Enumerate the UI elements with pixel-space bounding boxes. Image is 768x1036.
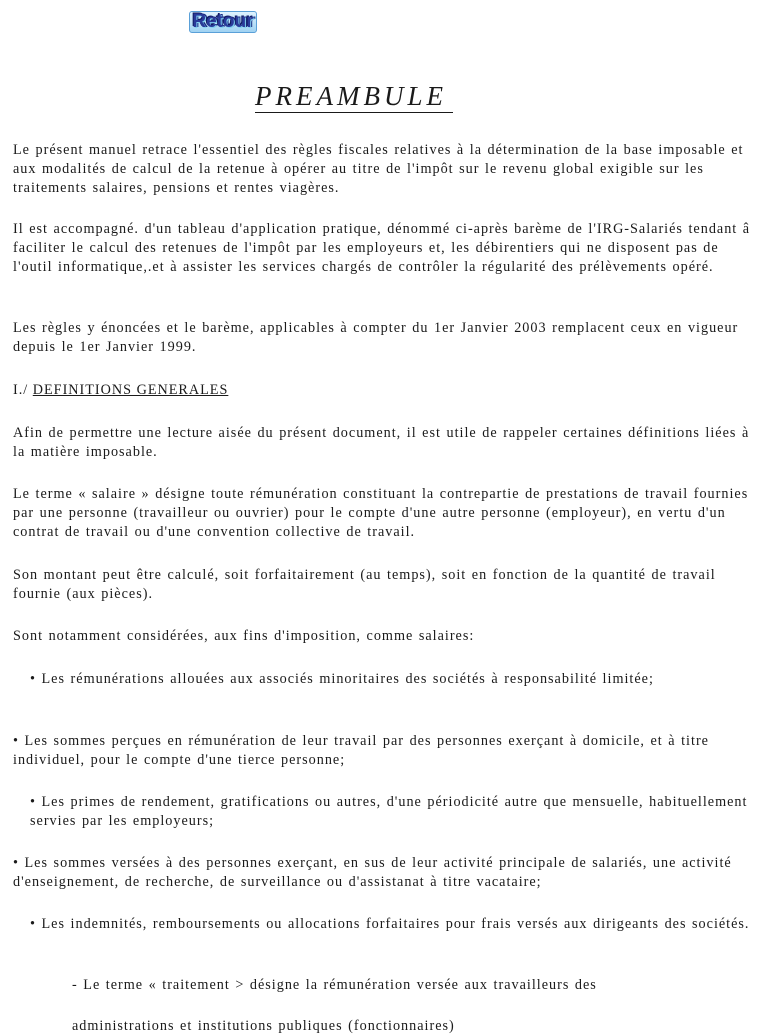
section-number: I./ xyxy=(13,382,33,398)
page-title: PREAMBULE xyxy=(255,80,453,113)
salaire-definition-paragraph: Le terme « salaire » désigne toute rémunération constituant la contrepartie de prestations de travail fournies par une personne (travailleur ou ouvrier) pour le compte d'une autre personne (employeur), en vertu d'un contrat de travail ou d'une convention collective de travail. xyxy=(13,486,749,540)
intro-paragraph-3: Les règles y énoncées et le barème, applicables à compter du 1er Janvier 2003 remplacent ceux en vigueur depuis le 1er Janvier 1999. xyxy=(13,320,739,355)
list-item: • Les sommes perçues en rémunération de leur travail par des personnes exerçant à domicile, et à titre individuel, pour le compte d'une tierce personne; xyxy=(13,733,709,768)
list-item: • Les rémunérations allouées aux associés minoritaires des sociétés à responsabilité limitée; xyxy=(30,671,654,687)
list-item: • Les sommes versées à des personnes exerçant, en sus de leur activité principale de salariés, une activité d'enseignement, de recherche, de surveillance ou d'assistanat à titre vacataire; xyxy=(13,855,732,890)
list-item: • Les indemnités, remboursements ou allocations forfaitaires pour frais versés aux dirigeants des sociétés. xyxy=(30,916,750,932)
section-heading xyxy=(13,381,228,400)
section-title: DEFINITIONS GENERALES xyxy=(32,382,229,398)
sont-notamment-paragraph: Sont notamment considérées, aux fins d'imposition, comme salaires: xyxy=(13,628,475,644)
intro-paragraph-2: Il est accompagné. d'un tableau d'application pratique, dénommé ci-après barème de l'IRG-Salariés tendant â faciliter le calcul des retenues de l'impôt par les employeurs et, les débirentiers qui ne disposent pas de l'outil informatique,.et à assister les services chargés de contrôler la régularité des prélèvements opéré. xyxy=(13,221,751,275)
back-button[interactable] xyxy=(188,10,258,34)
traitement-definition-line: - Le terme « traitement > désigne la rémunération versée aux travailleurs des xyxy=(72,977,597,993)
back-button-label: Retour xyxy=(189,11,256,33)
intro-paragraph-1: Le présent manuel retrace l'essentiel des règles fiscales relatives à la détermination de la base imposable et aux modalités de calcul de la retenue à opérer au titre de l'impôt sur le revenu global exigible sur les traitements salaires, pensions et rentes viagères. xyxy=(13,142,744,196)
definitions-intro-paragraph: Afin de permettre une lecture aisée du présent document, il est utile de rappeler certaines définitions liées à la matière imposable. xyxy=(13,425,750,460)
cutoff-line: administrations et institutions publiques (fonctionnaires) xyxy=(72,1018,455,1034)
montant-paragraph: Son montant peut être calculé, soit forfaitairement (au temps), soit en fonction de la quantité de travail fournie (aux pièces). xyxy=(13,567,716,602)
list-item: • Les primes de rendement, gratifications ou autres, d'une périodicité autre que mensuelle, habituellement servies par les employeurs; xyxy=(30,794,748,829)
